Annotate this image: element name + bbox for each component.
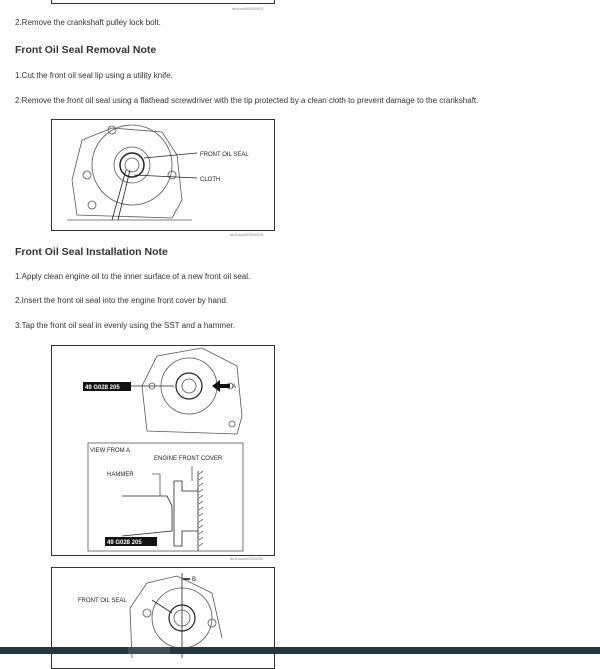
- front-oil-seal-label: FRONT OIL SEAL: [78, 598, 127, 604]
- arrow-b-label: B: [192, 577, 197, 583]
- engine-cover-illustration: [52, 120, 274, 230]
- arrow-a-icon: [212, 380, 230, 392]
- top-figure: [51, 0, 275, 4]
- step-text: 1.Apply clean engine oil to the inner surface of a new front oil seal.: [15, 272, 251, 281]
- horizontal-scrollbar[interactable]: [0, 647, 600, 654]
- step-text: 2.Remove the front oil seal using a flathead screwdriver with the tip protected by a clean cloth to prevent damage to the crankshaft.: [15, 96, 479, 105]
- cloth-label: CLOTH: [200, 177, 221, 183]
- figure-caption: achuuw00000901: [232, 6, 264, 11]
- hammer-label: HAMMER: [107, 472, 134, 478]
- sst-tag: 49 G028 205: [107, 540, 142, 546]
- step-text: 3.Tap the front oil seal in evenly using the SST and a hammer.: [15, 321, 235, 330]
- installation-figure: [51, 345, 275, 556]
- view-title: VIEW FROM A: [90, 448, 131, 454]
- section-heading: Front Oil Seal Installation Note: [15, 246, 168, 258]
- step-text: 2.Remove the crankshaft pulley lock bolt.: [15, 18, 161, 27]
- arrow-a-label: A: [232, 384, 237, 390]
- engine-front-cover-label: ENGINE FRONT COVER: [154, 456, 223, 462]
- scrollbar-thumb[interactable]: [128, 647, 170, 654]
- sst-installation-illustration: [52, 346, 274, 555]
- sst-tag: 49 G028 205: [85, 385, 120, 391]
- front-oil-seal-label: FRONT OIL SEAL: [200, 152, 249, 158]
- removal-figure: [51, 119, 275, 231]
- section-heading: Front Oil Seal Removal Note: [15, 44, 157, 56]
- step-text: 2.Insert the front oil seal into the engine front cover by hand.: [15, 296, 229, 305]
- figure-caption: am1uuw00000829: [230, 232, 263, 237]
- step-text: 1.Cut the front oil seal lip using a utility knife.: [15, 71, 173, 80]
- figure-caption: am1uuw00000830: [230, 556, 263, 561]
